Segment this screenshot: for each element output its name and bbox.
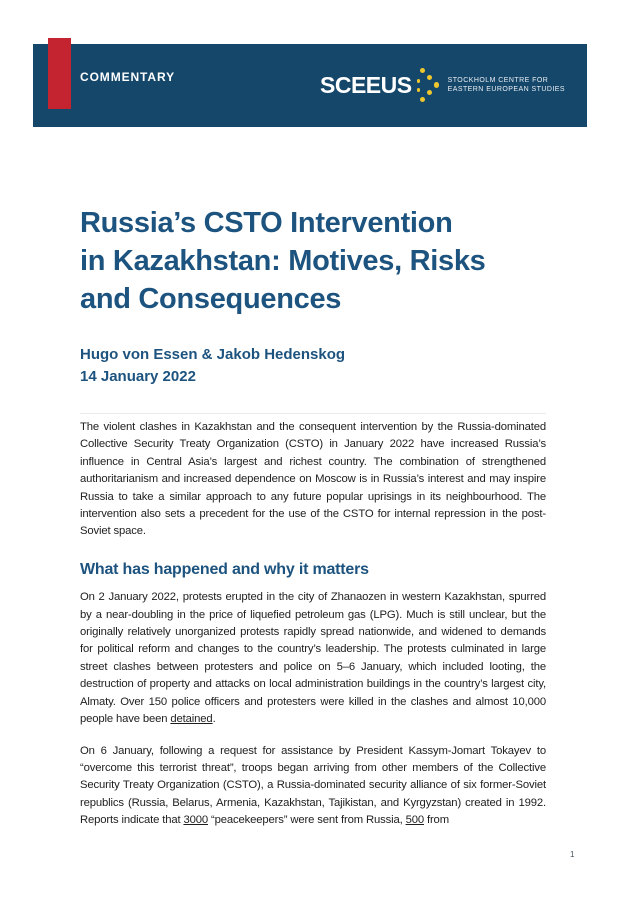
section-heading: What has happened and why it matters (80, 560, 369, 578)
text-span: . (212, 713, 216, 726)
article-title-line1: Russia’s CSTO Intervention (80, 207, 453, 239)
divider-rule (80, 413, 546, 414)
sceeus-tagline-line2: EASTERN EUROPEAN STUDIES (447, 86, 565, 93)
text-span: “peacekeepers” were sent from Russia, (207, 814, 406, 827)
text-span: On 6 January, following a request for assistance by President Kassym-Jomart Tokayev to “overcome this terrorist threat”, troops began arriving from other members of the Collective Security Treaty Organization (CSTO), a Russia-dominated security alliance of six former-Soviet republics (Russia, Belarus, Armenia, Kazakhstan, Tajikistan, and Kyrgyzstan) created in 1992. Reports indicate that (80, 744, 546, 827)
inline-link[interactable]: 500 (405, 814, 424, 827)
byline-authors: Hugo von Essen & Jakob Hedenskog (80, 346, 346, 363)
sceeus-wordmark: SCEEUS (320, 71, 412, 98)
text-span: from (423, 814, 449, 827)
standfirst-paragraph: The violent clashes in Kazakhstan and the consequent intervention by the Russia-dominated Collective Security Treaty Organization (CSTO) in January 2022 have increased Russia’s influence in Central Asia’s largest and richest country. The combination of strengthened authoritarianism and increased dependence on Moscow is in Russia’s interest and may inspire Russia to take a similar approach to any future popular uprisings in its neighbourhood. The intervention also sets a precedent for the use of the CSTO for internal repression in the post-Soviet space. (80, 421, 546, 538)
article-title-line3: and Consequences (80, 283, 342, 315)
sceeus-tagline (448, 76, 565, 95)
inline-link[interactable]: detained (170, 713, 213, 726)
sceeus-tagline-line1: STOCKHOLM CENTRE FOR (447, 76, 549, 84)
article-title (80, 204, 486, 318)
sceeus-logo (320, 64, 565, 106)
text-span: On 2 January 2022, protests erupted in the city of Zhanaozen in western Kazakhstan, spurred by a near-doubling in the price of liquefied petroleum gas (LPG). Much is still unclear, but the originally relatively unorganized protests rapidly spread nationwide, and widened to demands for political reform and changes to the country’s leadership. The protests culminated in large street clashes between protesters and police on 5–6 January, which included looting, the destruction of property and attacks on local administration buildings in the country’s largest city, Almaty. Over 150 police officers and protesters were killed in the clashes and almost 10,000 people have been (80, 591, 546, 726)
page-number: 1 (570, 850, 575, 859)
article-body (80, 419, 546, 844)
inline-link[interactable]: 3000 (183, 814, 208, 827)
red-accent-tab (48, 38, 71, 109)
byline (80, 344, 345, 388)
article-title-line2: in Kazakhstan: Motives, Risks (80, 245, 486, 277)
body-paragraph (80, 743, 546, 830)
byline-date: 14 January 2022 (80, 368, 196, 385)
kicker-label: COMMENTARY (80, 70, 175, 84)
sceeus-dots-icon (417, 66, 441, 104)
body-paragraph (80, 589, 546, 728)
